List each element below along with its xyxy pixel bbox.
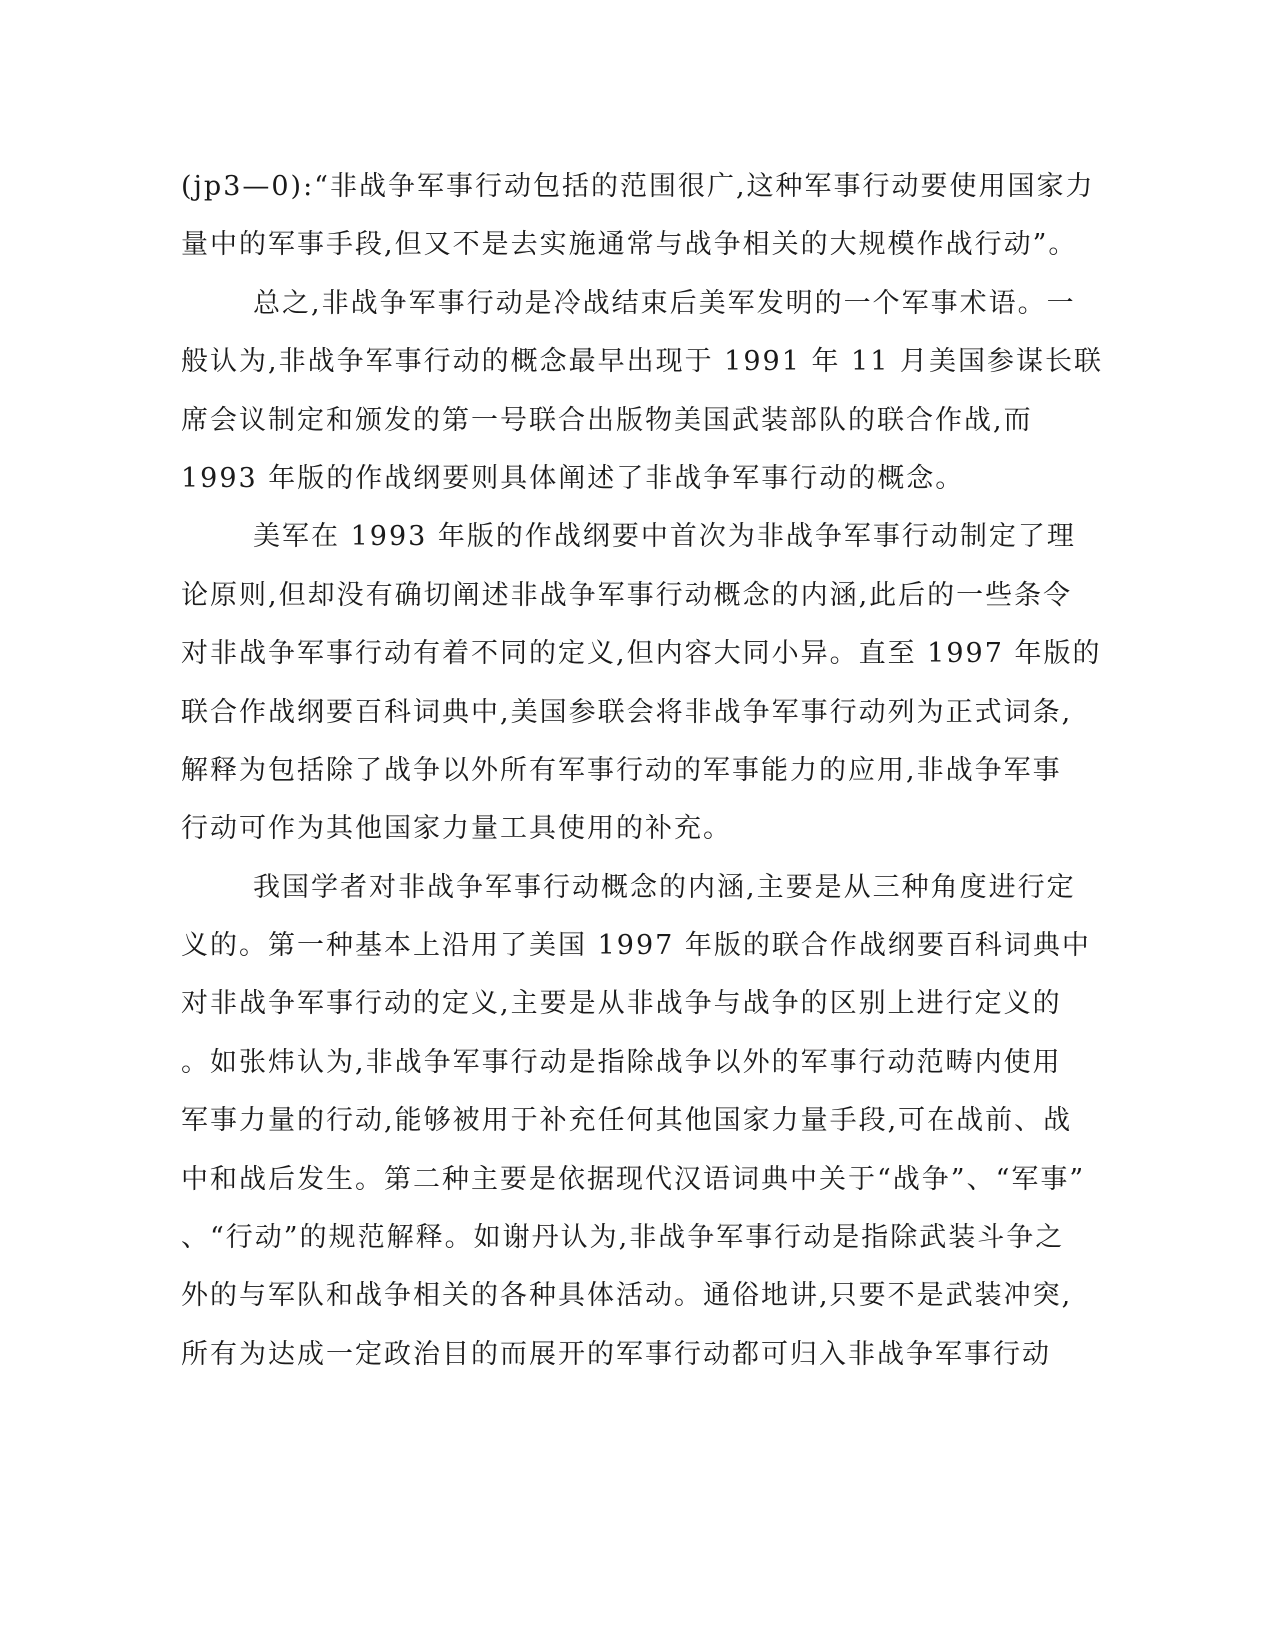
paragraph-us-doctrine (181, 508, 1102, 858)
text-line: 席会议制定和颁发的第一号联合出版物美国武装部队的联合作战,而 (181, 404, 1033, 436)
text-line: 、“行动”的规范解释。如谢丹认为,非战争军事行动是指除武装斗争之 (181, 1222, 1065, 1254)
document-body (181, 158, 1103, 1384)
text-line: 外的与军队和战争相关的各种具体活动。通俗地讲,只要不是武装冲突, (181, 1280, 1073, 1312)
text-line: 解释为包括除了战争以外所有军事行动的军事能力的应用,非战争军事 (181, 754, 1062, 786)
text-line: 1993 年版的作战纲要则具体阐述了非战争军事行动的概念。 (181, 462, 965, 494)
text-line: 总之,非战争军事行动是冷战结束后美军发明的一个军事术语。一 (253, 287, 1076, 319)
text-line: 军事力量的行动,能够被用于补充任何其他国家力量手段,可在战前、战 (181, 1105, 1073, 1137)
text-line: 行动可作为其他国家力量工具使用的补充。 (181, 813, 732, 845)
text-line: 我国学者对非战争军事行动概念的内涵,主要是从三种角度进行定 (253, 871, 1076, 903)
paragraph-chinese-scholars (181, 859, 1091, 1385)
text-line: 对非战争军事行动的定义,主要是从非战争与战争的区别上进行定义的 (181, 988, 1062, 1020)
text-line: 联合作战纲要百科词典中,美国参联会将非战争军事行动列为正式词条, (181, 696, 1073, 728)
text-line: 般认为,非战争军事行动的概念最早出现于 1991 年 11 月美国参谋长联 (181, 346, 1103, 378)
text-line: 量中的军事手段,但又不是去实施通常与战争相关的大规模作战行动”。 (181, 229, 1078, 261)
text-line: (jp3—0):“非战争军事行动包括的范围很广,这种军事行动要使用国家力 (181, 171, 1095, 202)
text-line: 义的。第一种基本上沿用了美国 1997 年版的联合作战纲要百科词典中 (181, 930, 1091, 962)
text-line: 美军在 1993 年版的作战纲要中首次为非战争军事行动制定了理 (253, 521, 1076, 553)
text-line: 。如张炜认为,非战争军事行动是指除战争以外的军事行动范畴内使用 (181, 1046, 1062, 1078)
paragraph-definition-quote (181, 158, 1095, 275)
text-line: 对非战争军事行动有着不同的定义,但内容大同小异。直至 1997 年版的 (181, 638, 1102, 670)
paragraph-summary (181, 275, 1103, 509)
text-line: 论原则,但却没有确切阐述非战争军事行动概念的内涵,此后的一些条令 (181, 579, 1073, 611)
text-line: 所有为达成一定政治目的而展开的军事行动都可归入非战争军事行动 (181, 1338, 1051, 1370)
text-line: 中和战后发生。第二种主要是依据现代汉语词典中关于“战争”、“军事” (181, 1163, 1086, 1195)
